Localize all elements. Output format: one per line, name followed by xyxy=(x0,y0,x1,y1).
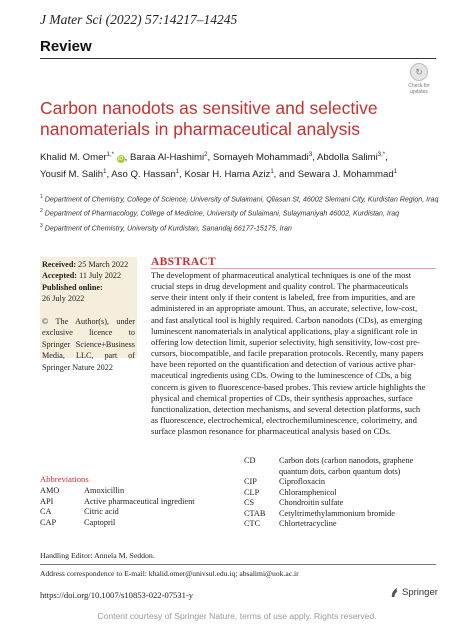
author-affiliation-mark: 3 xyxy=(308,152,313,158)
author-affiliation-mark: 1 xyxy=(175,169,180,176)
author-name[interactable]: Yousif M. Salih xyxy=(40,169,104,181)
section-label: Review xyxy=(40,38,92,55)
abbreviations-list-left xyxy=(40,486,230,528)
abstract-text: The development of pharmaceutical analytical techniques is one of the most crucial steps in drug development and quality control. The pharmaceuticals serve their intent only if their content is labeled, free from impurities, and are administered in an appropriate amount. Thus, an accurate, selective, low-cost, and fast analytical tool is highly required. Carbon nanodots (CDs), as emerging luminescent nanomaterials in analytical applications, play a significant role in offering low detection limit, superior selectivity, high sensitivity, low-cost pre- cursors, biocompatible, and facile preparation protocols. Recently, many papers have been reported on the quantification and detection of various active phar- maceutical ingredients using CDs. Owing to the luminescence of CDs, a big concern is given to fluorescence-based probes. This review article highlights the physical and chemical properties of CDs, their synthesis approaches, surface functionalization, detection mechanisms, and several detection platforms, such as fluorescence, electrochemical, electrochemiluminescence, colorimetry, and surface plasmon resonance for pharmaceutical analysis based on CDs. xyxy=(151,270,426,437)
orcid-icon[interactable]: iD xyxy=(118,156,124,163)
refresh-icon: ↻ xyxy=(410,63,428,81)
accepted-date: Accepted: 11 July 2022 xyxy=(42,271,122,281)
abbreviation-row: CLP Chloramphenicol xyxy=(244,487,337,497)
doi-link[interactable]: https://doi.org/10.1007/s10853-022-07531-y xyxy=(40,590,194,600)
published-date-value: 26 July 2022 xyxy=(42,294,85,304)
article-title: Carbon nanodots as sensitive and selective nanomaterials in pharmaceutical analysis xyxy=(40,98,378,139)
abbreviations-list-right xyxy=(244,456,444,530)
author-name[interactable]: Aso Q. Hassan xyxy=(111,169,176,181)
author-name[interactable]: Sewara J. Mohammad xyxy=(297,169,394,181)
check-for-updates-badge[interactable] xyxy=(402,63,436,95)
abbreviation-row: CAP Captopril xyxy=(40,517,116,527)
abbreviation-row: CA Citric acid xyxy=(40,507,119,516)
author-affiliation-mark: 1 xyxy=(393,169,398,176)
author-affiliation-mark: 1 xyxy=(270,169,274,176)
affiliation-item: $^1$ Department of Chemistry, College of Science, University of Sulaimani, Qliasan St, 46002 Slemani City, Kurdistan Region, Iraq xyxy=(40,194,439,204)
author-affiliation-mark: 1 xyxy=(103,169,107,176)
header-divider xyxy=(40,58,436,59)
abbreviation-row: CTC Chlortetracycline xyxy=(244,519,337,528)
abbreviation-row: CD Carbon dots (carbon nanodots, graphene quantum dots, carbon quantum dots) xyxy=(244,456,414,476)
abbreviation-row: API Active pharmaceutical ingredient xyxy=(40,496,195,506)
copyright-notice: © The Author(s), under exclusive licence to Springer Science+Business Media, LLC, part of Springer Nature 2022 xyxy=(42,317,135,372)
author-affiliation-mark: 3,* xyxy=(377,152,386,158)
author-line-1: Khalid M. Omer$^{1,*}$ iD, Baraa Al-Hashimi$^2$, Somayeh Mohammadi$^3$, Abdolla Salimi$^{3,*}$, xyxy=(40,152,388,164)
footer-divider xyxy=(40,564,436,565)
author-affiliation-mark: 2 xyxy=(204,152,208,158)
springer-logo[interactable] xyxy=(390,587,438,598)
check-for-updates-label: Check for updates xyxy=(408,83,430,95)
author-list xyxy=(40,148,440,182)
abstract-heading: ABSTRACT xyxy=(151,256,217,268)
affiliations xyxy=(40,191,450,234)
abbreviations-heading: Abbreviations xyxy=(40,474,89,484)
springer-wordmark: Springer xyxy=(402,587,438,598)
abbreviation-row: CS Chondroitin sulfate xyxy=(244,498,344,507)
handling-editor: Handling Editor: Annela M. Seddon. xyxy=(40,551,155,560)
author-affiliation-mark: 1,* xyxy=(106,152,114,158)
article-history xyxy=(42,259,137,305)
author-name[interactable]: Somayeh Mohammadi xyxy=(212,152,309,164)
affiliation-item: $^2$ Department of Pharmacology, College of Medicine, University of Sulaimani, Sulaymaniyah 46002, Kurdistan, Iraq xyxy=(40,208,400,218)
author-name[interactable]: Baraa Al-Hashimi xyxy=(130,152,205,164)
author-line-2: Yousif M. Salih$^1$, Aso Q. Hassan$^1$, Kosar H. Hama Aziz$^1$, and Sewara J. Mohammad$^1$ xyxy=(40,169,398,181)
springer-horse-icon xyxy=(390,587,399,598)
correspondence-address[interactable]: Address correspondence to E-mail: khalid.omer@univsul.edu.iq; absalimi@uok.ac.ir xyxy=(40,569,299,578)
affiliation-item: $^3$ Department of Chemistry, University of Kurdistan, Sanandaj 66177-15175, Iran xyxy=(40,222,292,233)
author-name[interactable]: Kosar H. Hama Aziz xyxy=(184,169,271,181)
abstract-divider xyxy=(151,268,436,269)
abbreviation-row: CIP Ciprofloxacin xyxy=(244,477,326,486)
published-date: Published online: xyxy=(42,282,103,292)
abbreviation-row: CTAB Cetyltrimethylammonium bromide xyxy=(244,508,395,518)
received-date: Received: 25 March 2022 xyxy=(42,260,129,269)
abbreviation-row: AMO Amoxicillin xyxy=(40,486,125,495)
journal-reference: J Mater Sci (2022) 57:14217–14245 xyxy=(40,12,238,27)
courtesy-notice: Content courtesy of Springer Nature, terms of use apply. Rights reserved. xyxy=(97,611,377,621)
author-name[interactable]: Khalid M. Omer xyxy=(40,152,107,164)
author-name[interactable]: Abdolla Salimi xyxy=(316,152,378,164)
